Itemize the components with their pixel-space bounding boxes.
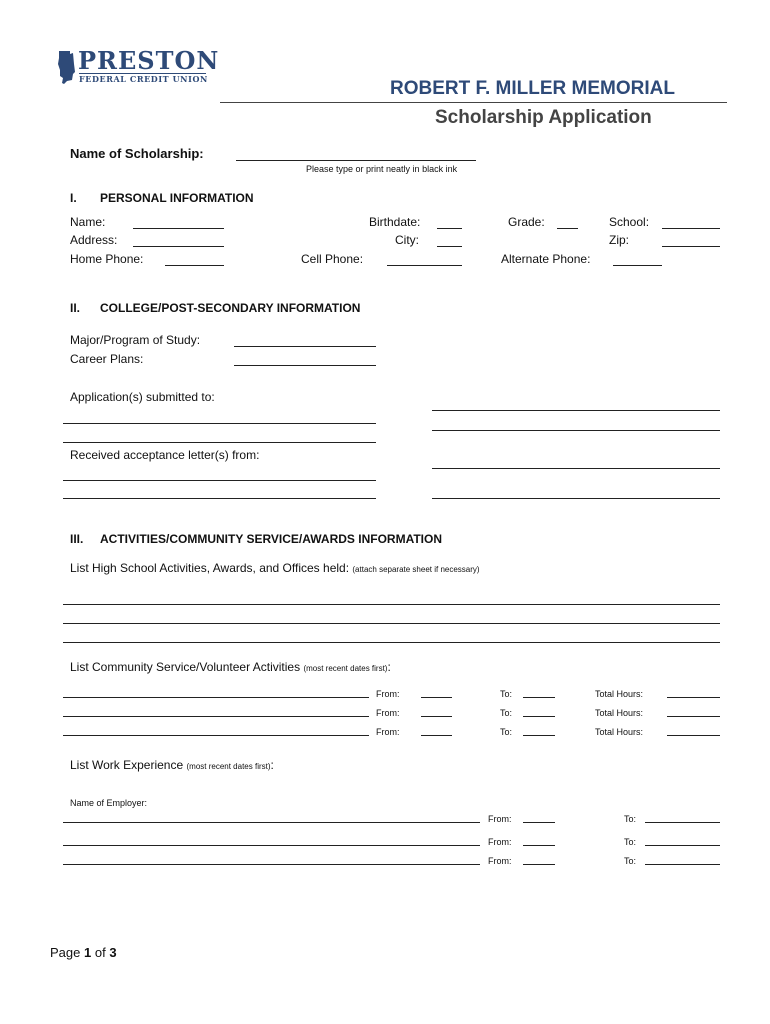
work-to-label-3: To: — [624, 856, 637, 866]
acceptance-line-1[interactable] — [63, 480, 376, 481]
page-total: 3 — [109, 945, 117, 960]
page-indicator — [50, 946, 117, 960]
applications-label: Application(s) submitted to: — [70, 390, 215, 404]
acceptance-label: Received acceptance letter(s) from: — [70, 448, 260, 462]
community-service-label: List Community Service/Volunteer Activities (most recent dates first): — [70, 660, 391, 674]
work-experience-text: List Work Experience — [70, 758, 184, 772]
home-phone-label: Home Phone: — [70, 252, 144, 266]
major-field[interactable] — [234, 346, 376, 347]
page-number: 1 — [84, 945, 92, 960]
ink-hint: Please type or print neatly in black ink — [306, 164, 458, 174]
career-plans-field[interactable] — [234, 365, 376, 366]
section-3-number: III. — [70, 532, 84, 546]
section-1-number: I. — [70, 191, 77, 205]
state-silhouette-icon — [56, 50, 78, 86]
community-to-label-2: To: — [500, 708, 513, 718]
form-title: ROBERT F. MILLER MEMORIAL — [390, 78, 675, 99]
home-phone-field[interactable] — [165, 265, 224, 266]
address-field[interactable] — [133, 246, 224, 247]
community-to-field-2[interactable] — [523, 716, 555, 717]
work-from-label-1: From: — [488, 814, 512, 824]
community-hours-label-1: Total Hours: — [595, 689, 644, 699]
work-from-field-2[interactable] — [523, 845, 555, 846]
employer-field-3[interactable] — [63, 864, 480, 865]
employer-label: Name of Employer: — [70, 798, 148, 808]
community-from-field-3[interactable] — [421, 735, 452, 736]
acceptance-line-3[interactable] — [432, 468, 720, 469]
work-from-label-2: From: — [488, 837, 512, 847]
grade-field[interactable] — [557, 228, 578, 229]
community-activity-field-1[interactable] — [63, 697, 369, 698]
activity-line-1[interactable] — [63, 604, 720, 605]
community-to-label-1: To: — [500, 689, 513, 699]
city-label: City: — [395, 233, 419, 247]
acceptance-line-2[interactable] — [63, 498, 376, 499]
work-from-field-1[interactable] — [523, 822, 555, 823]
application-line-1[interactable] — [63, 423, 376, 424]
birthdate-field[interactable] — [437, 228, 462, 229]
logo — [56, 46, 220, 88]
community-from-label-1: From: — [376, 689, 400, 699]
community-activity-field-3[interactable] — [63, 735, 369, 736]
page-word: Page — [50, 945, 81, 960]
name-field[interactable] — [133, 228, 224, 229]
alternate-phone-label: Alternate Phone: — [501, 252, 591, 266]
of-word: of — [94, 945, 106, 960]
city-field[interactable] — [437, 246, 462, 247]
hs-activities-label — [70, 561, 480, 577]
community-activity-field-2[interactable] — [63, 716, 369, 717]
address-label: Address: — [70, 233, 118, 247]
work-to-field-2[interactable] — [645, 845, 720, 846]
school-field[interactable] — [662, 228, 720, 229]
community-service-text: List Community Service/Volunteer Activities — [70, 660, 301, 674]
scholarship-name-field[interactable] — [236, 160, 476, 161]
activity-line-2[interactable] — [63, 623, 720, 624]
section-3-title: ACTIVITIES/COMMUNITY SERVICE/AWARDS INFORMATION — [100, 532, 443, 546]
alternate-phone-field[interactable] — [613, 265, 662, 266]
community-from-label-3: From: — [376, 727, 400, 737]
major-label: Major/Program of Study: — [70, 333, 201, 347]
community-to-field-1[interactable] — [523, 697, 555, 698]
work-experience-note: (most recent dates first) — [186, 762, 271, 771]
community-hours-field-1[interactable] — [667, 697, 720, 698]
community-from-field-1[interactable] — [421, 697, 452, 698]
community-to-label-3: To: — [500, 727, 513, 737]
work-to-label-1: To: — [624, 814, 637, 824]
application-line-3[interactable] — [432, 410, 720, 411]
work-to-field-3[interactable] — [645, 864, 720, 865]
hs-activities-text: List High School Activities, Awards, and Offices held: — [70, 561, 350, 575]
section-1-title: PERSONAL INFORMATION — [100, 191, 254, 205]
community-from-field-2[interactable] — [421, 716, 452, 717]
hs-activities-note: (attach separate sheet if necessary) — [352, 565, 480, 574]
scholarship-name-label: Name of Scholarship: — [70, 146, 204, 161]
form-subtitle: Scholarship Application — [435, 107, 652, 128]
employer-field-1[interactable] — [63, 822, 480, 823]
career-plans-label: Career Plans: — [70, 352, 144, 366]
community-hours-label-2: Total Hours: — [595, 708, 644, 718]
work-to-label-2: To: — [624, 837, 637, 847]
employer-field-2[interactable] — [63, 845, 480, 846]
zip-field[interactable] — [662, 246, 720, 247]
logo-name: PRESTON — [78, 46, 220, 75]
logo-subtitle: FEDERAL CREDIT UNION — [79, 74, 208, 84]
cell-phone-field[interactable] — [387, 265, 462, 266]
work-experience-label: List Work Experience (most recent dates first): — [70, 758, 274, 772]
section-2-title: COLLEGE/POST-SECONDARY INFORMATION — [100, 301, 361, 315]
work-to-field-1[interactable] — [645, 822, 720, 823]
community-from-label-2: From: — [376, 708, 400, 718]
school-label: School: — [609, 215, 650, 229]
activity-line-3[interactable] — [63, 642, 720, 643]
zip-label: Zip: — [609, 233, 630, 247]
application-line-4[interactable] — [432, 430, 720, 431]
header-rule — [220, 102, 727, 103]
community-service-note: (most recent dates first) — [303, 664, 388, 673]
community-hours-field-2[interactable] — [667, 716, 720, 717]
grade-label: Grade: — [508, 215, 545, 229]
community-hours-label-3: Total Hours: — [595, 727, 644, 737]
cell-phone-label: Cell Phone: — [301, 252, 364, 266]
community-hours-field-3[interactable] — [667, 735, 720, 736]
birthdate-label: Birthdate: — [369, 215, 421, 229]
work-from-label-3: From: — [488, 856, 512, 866]
section-2-number: II. — [70, 301, 81, 315]
community-to-field-3[interactable] — [523, 735, 555, 736]
application-line-2[interactable] — [63, 442, 376, 443]
name-label: Name: — [70, 215, 106, 229]
work-from-field-3[interactable] — [523, 864, 555, 865]
acceptance-line-4[interactable] — [432, 498, 720, 499]
